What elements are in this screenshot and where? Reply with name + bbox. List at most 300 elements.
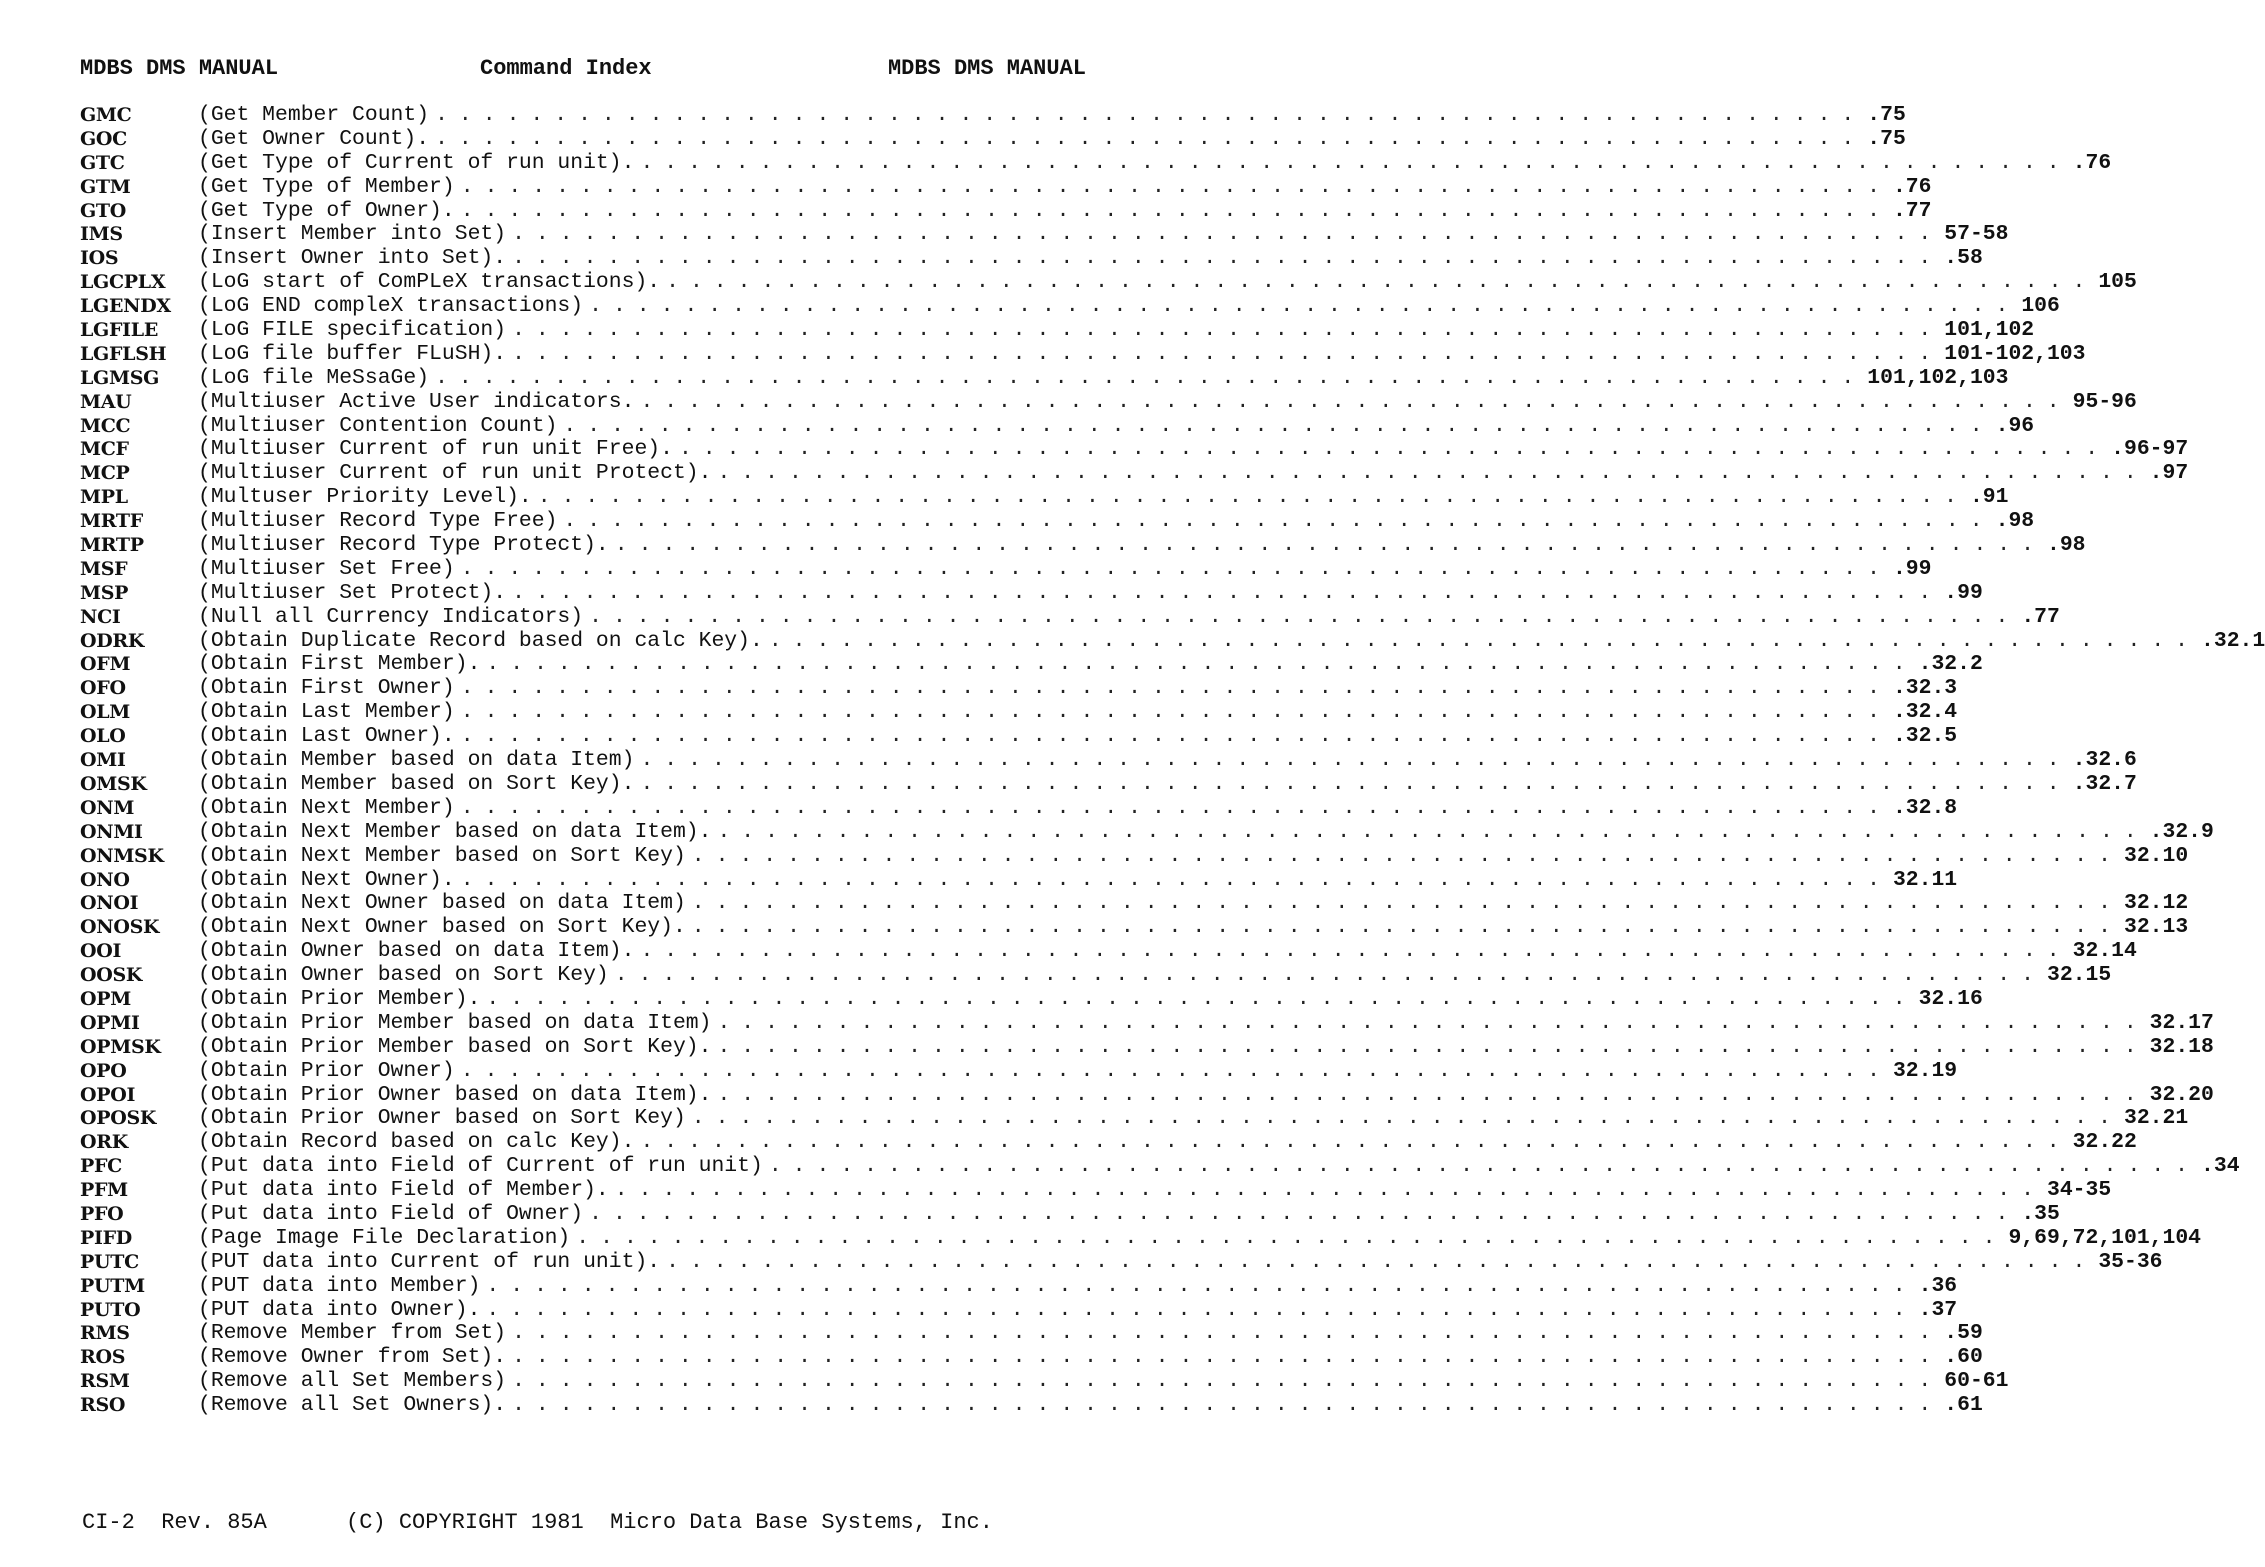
page-reference: .32.8 (1892, 795, 1958, 820)
command-description: (Get Type of Member) (198, 174, 455, 199)
entry-line (198, 222, 2009, 247)
dot-leader: ............................................................ (691, 1106, 2122, 1131)
command-code: MCC (80, 414, 131, 437)
command-code: MPL (80, 486, 128, 509)
page-reference: .59 (1944, 1321, 1983, 1346)
entry-line (198, 485, 2009, 510)
index-row (80, 1393, 1983, 1418)
entry-line (198, 174, 1932, 200)
command-code: NCI (80, 605, 121, 628)
command-description: (Obtain Prior Member based on data Item) (198, 1010, 712, 1035)
command-description: (Obtain Prior Member). (198, 986, 481, 1011)
command-code: ONO (80, 868, 130, 891)
page-reference: .99 (1944, 580, 1983, 605)
page-reference: .34 (2201, 1154, 2240, 1179)
page-reference: 32.14 (2072, 939, 2137, 964)
page-reference: 32.19 (1892, 1058, 1958, 1083)
entry-line (198, 867, 1958, 893)
dot-leader: ............................................................ (435, 126, 1866, 151)
dot-leader: ............................................................ (640, 748, 2071, 773)
dot-leader: ............................................................ (460, 676, 1891, 701)
command-code: GMC (80, 104, 132, 126)
page-header (80, 56, 1086, 84)
dot-leader: ............................................................ (717, 819, 2148, 844)
dot-leader: ............................................................ (691, 891, 2122, 916)
index-row (80, 795, 1958, 821)
command-description: (Put data into Field of Current of run unit) (198, 1154, 763, 1179)
command-code: PFO (80, 1202, 124, 1225)
entry-line (198, 676, 1958, 701)
command-code: PFM (80, 1179, 128, 1202)
command-code: ONM (80, 796, 135, 819)
command-code: IMS (80, 223, 123, 246)
page-reference: .32.9 (2149, 819, 2214, 844)
index-row (80, 437, 2189, 462)
index-row (80, 1369, 2009, 1394)
index-row (80, 843, 2189, 869)
page-reference: .98 (1995, 509, 2035, 534)
command-description: (Obtain First Owner) (198, 676, 455, 701)
page-reference: .76 (1892, 174, 1932, 199)
index-row (80, 461, 2189, 486)
command-description: (Obtain Next Owner based on data Item) (198, 891, 686, 916)
command-description: (Obtain Record based on calc Key). (198, 1130, 635, 1155)
page-reference: .77 (2021, 604, 2060, 629)
entry-line (198, 700, 1958, 725)
dot-leader: ............................................................ (486, 1297, 1917, 1322)
entry-line (198, 771, 2137, 797)
index-row (80, 246, 1983, 271)
index-row (80, 628, 2265, 654)
dot-leader: ............................................................ (576, 1225, 2007, 1250)
command-code: MSP (80, 581, 129, 604)
page-reference: 95-96 (2072, 389, 2137, 414)
command-description: (Obtain Last Member) (198, 700, 455, 725)
command-code: MCP (80, 462, 130, 485)
index-row (80, 126, 1906, 152)
dot-leader: ............................................................ (666, 270, 2097, 295)
command-code: RSO (80, 1394, 126, 1417)
entry-line (198, 389, 2137, 415)
command-code: PUTM (80, 1274, 145, 1297)
command-description: (LoG start of ComPLeX transactions). (198, 270, 661, 295)
entry-line (198, 1297, 1958, 1323)
entry-line (198, 1010, 2214, 1036)
command-description: (Remove Member from Set) (198, 1321, 507, 1346)
command-code: ONMSK (80, 844, 164, 867)
index-row (80, 294, 2060, 319)
index-row (80, 700, 1958, 725)
entry-line (198, 1034, 2214, 1060)
command-description: (PUT data into Member) (198, 1273, 481, 1298)
page-reference: 101,102 (1944, 318, 2035, 343)
page-reference: 32.10 (2124, 843, 2189, 868)
index-row (80, 1225, 2202, 1251)
index-row (80, 1273, 1958, 1299)
command-code: OPM (80, 987, 131, 1010)
entry-line (198, 939, 2137, 964)
entry-line (198, 341, 2086, 367)
command-description: (Get Type of Owner). (198, 198, 455, 223)
dot-leader: ............................................................ (589, 1201, 2020, 1226)
entry-line (198, 986, 1983, 1012)
entry-line (198, 915, 2189, 940)
page-reference: 32.11 (1892, 867, 1958, 892)
page-reference: 101,102,103 (1867, 365, 2009, 390)
command-description: (PUT data into Owner). (198, 1297, 481, 1322)
entry-line (198, 1321, 1983, 1346)
page-reference: 57-58 (1944, 222, 2009, 247)
command-description: (PUT data into Current of run unit). (198, 1249, 661, 1274)
command-description: (Obtain Owner based on data Item). (198, 939, 635, 964)
command-description: (Multiuser Set Protect). (198, 580, 507, 605)
page-reference: 106 (2021, 294, 2060, 319)
command-description: (LoG file buffer FLuSH). (198, 341, 507, 366)
entry-line (198, 150, 2112, 176)
entry-line (198, 318, 2035, 343)
dot-leader: ............................................................ (460, 174, 1891, 199)
command-code: ORK (80, 1131, 128, 1154)
dot-leader: ............................................................ (512, 580, 1943, 605)
command-code: RMS (80, 1322, 130, 1345)
entry-line (198, 1345, 1983, 1370)
dot-leader: ............................................................ (512, 1345, 1943, 1370)
index-row (80, 771, 2137, 797)
command-code: LGFILE (80, 319, 159, 342)
command-code: MCF (80, 438, 129, 461)
dot-leader: ............................................................ (666, 1249, 2097, 1274)
index-row (80, 318, 2035, 343)
index-row (80, 413, 2035, 439)
command-description: (Obtain Last Owner). (198, 724, 455, 749)
command-description: (Page Image File Declaration) (198, 1225, 571, 1250)
index-row (80, 1201, 2060, 1227)
page-reference: .98 (2046, 533, 2086, 558)
entry-line (198, 1058, 1958, 1084)
entry-line (198, 413, 2035, 439)
command-code: PIFD (80, 1226, 132, 1249)
index-row (80, 341, 2086, 367)
command-description: (Obtain Duplicate Record based on calc Key). (198, 628, 763, 653)
dot-leader: ............................................................ (486, 652, 1917, 677)
command-code: LGCPLX (80, 271, 166, 294)
command-description: (LoG FILE specification) (198, 318, 507, 343)
command-code: PUTC (80, 1250, 139, 1273)
dot-leader: ............................................................ (768, 628, 2200, 653)
command-description: (Obtain Prior Owner based on data Item). (198, 1082, 712, 1107)
dot-leader: ............................................................ (640, 939, 2071, 964)
command-description: (Obtain Owner based on Sort Key) (198, 963, 609, 988)
entry-line (198, 1273, 1958, 1299)
index-row (80, 939, 2137, 964)
command-code: MSF (80, 557, 128, 580)
entry-line (198, 819, 2214, 845)
entry-line (198, 1082, 2214, 1108)
index-row (80, 1321, 1983, 1346)
command-code: GTM (80, 175, 131, 198)
dot-leader: ............................................................ (512, 318, 1943, 343)
dot-leader: ............................................................ (486, 1273, 1917, 1298)
command-code: OOSK (80, 964, 143, 987)
index-row (80, 867, 1958, 893)
index-row (80, 580, 1983, 606)
command-code: PFC (80, 1155, 122, 1178)
header-center-title: Command Index (480, 56, 652, 81)
command-code: MRTF (80, 510, 143, 533)
dot-leader: ............................................................ (460, 700, 1891, 725)
command-code: IOS (80, 247, 119, 270)
index-row (80, 819, 2214, 845)
index-row (80, 891, 2189, 916)
command-description: (Get Owner Count). (198, 126, 430, 151)
page-reference: .61 (1944, 1393, 1983, 1418)
command-code: OPO (80, 1059, 127, 1082)
command-code: LGMSG (80, 366, 160, 389)
entry-line (198, 126, 1906, 152)
command-description: (Multiuser Contention Count) (198, 413, 558, 438)
index-row (80, 365, 2009, 391)
index-row (80, 198, 1932, 224)
page-reference: .58 (1944, 246, 1983, 271)
dot-leader: ............................................................ (717, 1034, 2148, 1059)
entry-line (198, 795, 1958, 821)
dot-leader: ............................................................ (717, 1010, 2148, 1035)
dot-leader: ............................................................ (512, 246, 1943, 271)
command-code: OPOI (80, 1083, 136, 1106)
index-row (80, 1010, 2214, 1036)
dot-leader: ............................................................ (460, 795, 1891, 820)
entry-line (198, 891, 2189, 916)
page-reference: 32.13 (2124, 915, 2189, 940)
index-row (80, 1130, 2137, 1155)
command-description: (Obtain Next Owner based on Sort Key). (198, 915, 686, 940)
entry-line (198, 1106, 2189, 1131)
page-reference: 32.12 (2124, 891, 2189, 916)
page-reference: .32.2 (1918, 652, 1983, 677)
dot-leader: ............................................................ (512, 1393, 1943, 1418)
index-row (80, 485, 2009, 510)
index-row (80, 724, 1958, 749)
index-row (80, 103, 1906, 128)
dot-leader: ............................................................ (678, 437, 2110, 462)
command-code: OPMSK (80, 1035, 161, 1058)
index-row (80, 604, 2060, 630)
page-reference: 32.16 (1918, 986, 1983, 1011)
entry-line (198, 270, 2137, 295)
dot-leader: ............................................................ (537, 485, 1968, 510)
index-row (80, 270, 2137, 295)
entry-line (198, 1201, 2060, 1227)
command-description: (Obtain Prior Owner based on Sort Key) (198, 1106, 686, 1131)
page-reference: .32.7 (2072, 771, 2137, 796)
command-description: (Multiuser Record Type Free) (198, 509, 558, 534)
command-description: (Multiuser Set Free) (198, 556, 455, 581)
command-code: GOC (80, 127, 127, 150)
dot-leader: ............................................................ (640, 150, 2071, 175)
dot-leader: ............................................................ (691, 843, 2122, 868)
dot-leader: ............................................................ (512, 341, 1943, 366)
dot-leader: ............................................................ (768, 1154, 2200, 1179)
entry-line (198, 1393, 1983, 1418)
entry-line (198, 1225, 2202, 1251)
dot-leader: ............................................................ (563, 509, 1994, 534)
page-reference: .96-97 (2111, 437, 2189, 462)
index-row (80, 676, 1958, 701)
index-row (80, 174, 1932, 200)
command-code: GTC (80, 151, 125, 174)
entry-line (198, 246, 1983, 271)
command-code: OMSK (80, 772, 147, 795)
index-row (80, 1297, 1958, 1323)
command-code: OLM (80, 701, 131, 724)
entry-line (198, 580, 1983, 606)
command-code: ODRK (80, 629, 145, 652)
index-row (80, 1345, 1983, 1370)
dot-leader: ............................................................ (460, 724, 1891, 749)
command-code: MAU (80, 390, 132, 413)
dot-leader: ............................................................ (717, 1082, 2148, 1107)
command-description: (LoG file MeSsaGe) (198, 365, 430, 390)
page-reference: .60 (1944, 1345, 1983, 1370)
command-description: (Obtain Prior Owner) (198, 1058, 455, 1083)
entry-line (198, 556, 1932, 582)
dot-leader: ............................................................ (614, 1178, 2045, 1203)
entry-line (198, 724, 1958, 749)
entry-line (198, 604, 2060, 630)
page-reference: 32.18 (2149, 1034, 2214, 1059)
index-row (80, 1034, 2214, 1060)
page-reference: .76 (2072, 150, 2112, 175)
index-row (80, 1106, 2189, 1131)
entry-line (198, 294, 2060, 319)
dot-leader: ............................................................ (460, 1058, 1891, 1083)
page-reference: .77 (1892, 198, 1932, 223)
command-description: (Multuser Priority Level). (198, 485, 532, 510)
command-description: (Multiuser Current of run unit Protect). (198, 461, 712, 486)
entry-line (198, 365, 2009, 391)
page-reference: 9,69,72,101,104 (2008, 1225, 2202, 1250)
entry-line (198, 198, 1932, 224)
command-description: (Obtain Next Member based on data Item). (198, 819, 712, 844)
entry-line (198, 963, 2112, 988)
page-reference: 101-102,103 (1944, 341, 2086, 366)
index-row (80, 652, 1983, 677)
command-code: LGENDX (80, 295, 171, 318)
entry-line (198, 533, 2086, 558)
command-code: OFO (80, 677, 126, 700)
dot-leader: ............................................................ (460, 198, 1891, 223)
entry-line (198, 103, 1906, 128)
entry-line (198, 748, 2137, 773)
dot-leader: ............................................................ (460, 867, 1891, 892)
page-reference: 32.22 (2072, 1130, 2137, 1155)
entry-line (198, 843, 2189, 869)
page-reference: .32.1 (2201, 628, 2265, 653)
dot-leader: ............................................................ (563, 413, 1994, 438)
page-reference: .37 (1918, 1297, 1958, 1322)
page-reference: 34-35 (2046, 1178, 2112, 1203)
page-reference: .75 (1867, 103, 1906, 127)
dot-leader: ............................................................ (512, 222, 1943, 247)
command-description: (Null all Currency Indicators) (198, 604, 584, 629)
dot-leader: ............................................................ (640, 389, 2071, 414)
page-reference: .97 (2149, 461, 2189, 486)
page-reference: .32.5 (1892, 724, 1958, 749)
index-row (80, 556, 1932, 582)
dot-leader: ............................................................ (486, 986, 1917, 1011)
page-reference: 35-36 (2098, 1249, 2163, 1274)
command-description: (Get Type of Current of run unit). (198, 150, 635, 175)
index-row (80, 963, 2112, 988)
dot-leader: ............................................................ (512, 1369, 1943, 1394)
command-description: (Obtain Next Member) (198, 795, 455, 820)
command-description: (Obtain First Member). (198, 652, 481, 677)
command-description: (Obtain Prior Member based on Sort Key). (198, 1034, 712, 1059)
dot-leader: ............................................................ (614, 533, 2045, 558)
index-row (80, 222, 2009, 247)
command-code: OLO (80, 725, 126, 748)
index-row (80, 748, 2137, 773)
page-reference: .36 (1918, 1273, 1958, 1298)
dot-leader: ............................................................ (435, 103, 1866, 127)
dot-leader: ............................................................ (435, 365, 1866, 390)
dot-leader: ............................................................ (640, 1130, 2071, 1155)
command-description: (Obtain Next Member based on Sort Key) (198, 843, 686, 868)
page-reference: .75 (1867, 126, 1906, 151)
dot-leader: ............................................................ (589, 294, 2020, 319)
dot-leader: ............................................................ (589, 604, 2020, 629)
command-code: OOI (80, 940, 122, 963)
entry-line (198, 1178, 2112, 1203)
command-code: ONOSK (80, 916, 160, 939)
command-description: (Obtain Next Owner). (198, 867, 455, 892)
index-row (80, 509, 2035, 534)
page-reference: .35 (2021, 1201, 2060, 1226)
command-description: (LoG END compleX transactions) (198, 294, 584, 319)
command-code: GTO (80, 199, 127, 222)
index-row (80, 150, 2112, 176)
dot-leader: ............................................................ (640, 771, 2071, 796)
command-code: ONOI (80, 892, 139, 915)
entry-line (198, 652, 1983, 677)
entry-line (198, 1154, 2240, 1179)
command-description: (Obtain Member based on data Item) (198, 748, 635, 773)
page-reference: 32.17 (2149, 1010, 2214, 1035)
command-code: OPMI (80, 1011, 140, 1034)
header-right-title: MDBS DMS MANUAL (887, 56, 1086, 81)
index-row (80, 915, 2189, 940)
command-description: (Multiuser Current of run unit Free). (198, 437, 673, 462)
dot-leader: ............................................................ (460, 556, 1891, 581)
command-description: (Insert Owner into Set). (198, 246, 507, 271)
page-reference: .91 (1969, 485, 2009, 510)
index-row (80, 1154, 2240, 1179)
command-code: RSM (80, 1370, 130, 1393)
command-code: LGFLSH (80, 342, 167, 365)
command-index-list (80, 103, 2265, 1418)
command-description: (Multiuser Active User indicators. (198, 389, 635, 414)
command-description: (Put data into Field of Owner) (198, 1201, 584, 1226)
command-description: (Insert Member into Set) (198, 222, 507, 247)
index-row (80, 1178, 2112, 1203)
command-description: (Put data into Field of Member). (198, 1178, 609, 1203)
entry-line (198, 461, 2189, 486)
entry-line (198, 628, 2265, 654)
page-reference: .32.3 (1892, 676, 1958, 701)
dot-leader: ............................................................ (512, 1321, 1943, 1346)
dot-leader: ............................................................ (717, 461, 2148, 486)
command-code: OFM (80, 653, 131, 676)
